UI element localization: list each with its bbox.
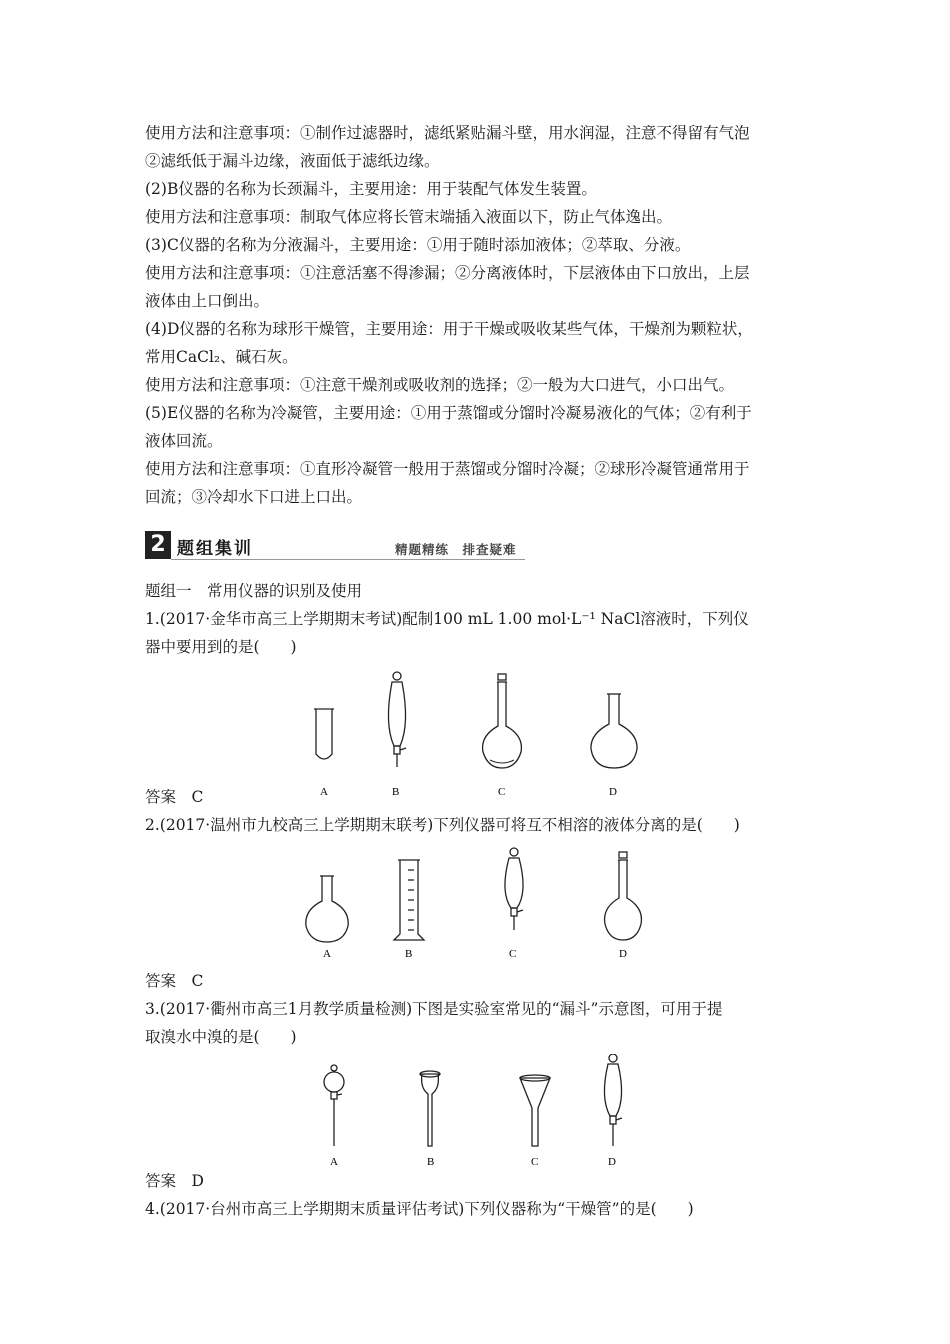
- round-bottom-flask-icon: [591, 694, 637, 768]
- test-tube-icon: [314, 709, 334, 759]
- answer-3: 答案 D: [145, 1172, 204, 1190]
- text-line: (3)C仪器的名称为分液漏斗，主要用途：①用于随时添加液体；②萃取、分液。: [145, 236, 691, 254]
- section-tag: 精题精练 排查疑难: [395, 542, 517, 557]
- long-neck-funnel-icon: [420, 1071, 440, 1146]
- question-1: 1.(2017·金华市高三上学期期末考试)配制100 mL 1.00 mol·L⁻¹ NaCl溶液时，下列仪: [145, 610, 749, 628]
- funnel-with-bulb-icon: [324, 1065, 344, 1146]
- label-d: D: [619, 948, 627, 960]
- text-line: 回流；③冷却水下口进上口出。: [145, 488, 363, 506]
- separatory-funnel-icon: [604, 1054, 622, 1146]
- label-b: B: [405, 948, 413, 960]
- text-line: 液体回流。: [145, 432, 223, 450]
- figure-q1: [300, 664, 650, 798]
- text-line: 使用方法和注意事项：①直形冷凝管一般用于蒸馏或分馏时冷凝；②球形冷凝管通常用于: [145, 460, 750, 478]
- question-4: 4.(2017·台州市高三上学期期末质量评估考试)下列仪器称为“干燥管”的是( ): [145, 1200, 694, 1218]
- text-line: (2)B仪器的名称为长颈漏斗，主要用途：用于装配气体发生装置。: [145, 180, 597, 198]
- label-c: C: [509, 948, 517, 960]
- header-rule: [171, 559, 525, 560]
- label-d: D: [608, 1156, 616, 1168]
- figure-q2: [300, 846, 660, 960]
- text-line: 使用方法和注意事项：①注意活塞不得渗漏；②分离液体时，下层液体由下口放出，上层: [145, 264, 750, 282]
- separatory-funnel-icon: [505, 848, 523, 930]
- section-title: 题组集训: [177, 539, 253, 559]
- question-3-cont: 取溴水中溴的是( ): [145, 1028, 297, 1046]
- question-2: 2.(2017·温州市九校高三上学期期末联考)下列仪器可将互不相溶的液体分离的是( ): [145, 816, 740, 834]
- text-line: (5)E仪器的名称为冷凝管，主要用途：①用于蒸馏或分馏时冷凝易液化的气体；②有利于: [145, 404, 752, 422]
- group-title: 题组一 常用仪器的识别及使用: [145, 582, 363, 600]
- text-line: 使用方法和注意事项：①制作过滤器时，滤纸紧贴漏斗壁，用水润湿，注意不得留有气泡: [145, 124, 750, 142]
- label-a: A: [320, 786, 328, 798]
- label-d: D: [609, 786, 617, 798]
- section-header: [145, 531, 525, 561]
- text-line: ②滤纸低于漏斗边缘，液面低于滤纸边缘。: [145, 152, 440, 170]
- text-line: 常用CaCl₂、碱石灰。: [145, 348, 298, 366]
- question-3: 3.(2017·衢州市高三1月教学质量检测)下图是实验室常见的“漏斗”示意图，可用于提: [145, 1000, 723, 1018]
- text-line: (4)D仪器的名称为球形干燥管，主要用途：用于干燥或吸收某些气体，干燥剂为颗粒状，: [145, 320, 753, 338]
- text-line: 使用方法和注意事项：①注意干燥剂或吸收剂的选择；②一般为大口进气，小口出气。: [145, 376, 735, 394]
- section-number: 2: [145, 531, 171, 559]
- label-b: B: [392, 786, 400, 798]
- volumetric-flask-icon: [483, 674, 522, 768]
- figure-q3: [310, 1054, 640, 1168]
- text-line: 液体由上口倒出。: [145, 292, 270, 310]
- round-bottom-flask-icon: [306, 876, 348, 942]
- volumetric-flask-icon: [605, 852, 642, 940]
- text-line: 使用方法和注意事项：制取气体应将长管末端插入液面以下，防止气体逸出。: [145, 208, 673, 226]
- label-b: B: [427, 1156, 435, 1168]
- label-a: A: [323, 948, 331, 960]
- graduated-cylinder-icon: [394, 860, 424, 940]
- answer-2: 答案 C: [145, 972, 204, 990]
- label-c: C: [498, 786, 506, 798]
- question-1-cont: 器中要用到的是( ): [145, 638, 297, 656]
- label-a: A: [330, 1156, 338, 1168]
- label-c: C: [531, 1156, 539, 1168]
- filter-funnel-icon: [520, 1075, 550, 1146]
- separatory-funnel-icon: [388, 672, 406, 767]
- answer-1: 答案 C: [145, 788, 204, 806]
